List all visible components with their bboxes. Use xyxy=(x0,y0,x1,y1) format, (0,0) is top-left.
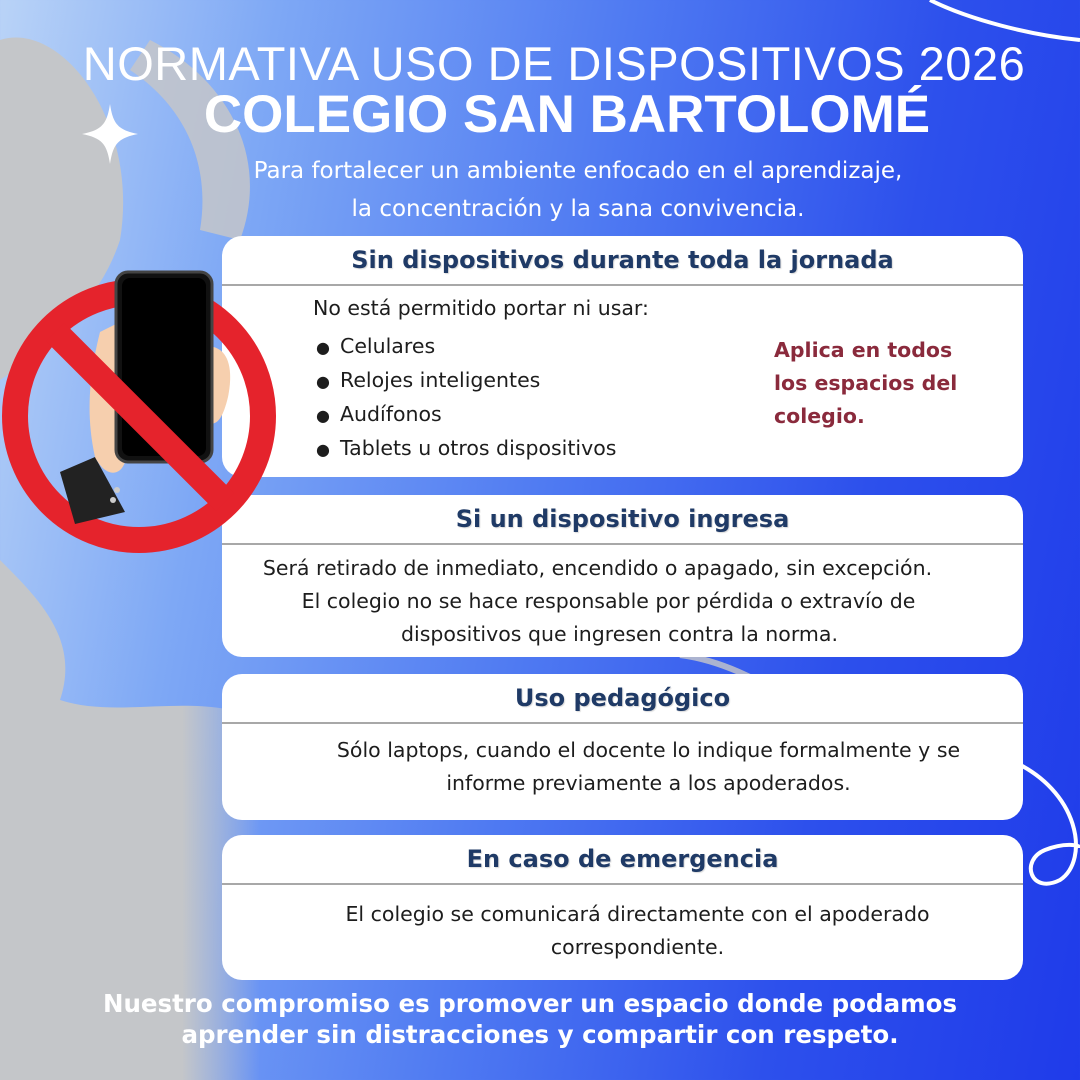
card-title: Si un dispositivo ingresa xyxy=(222,495,1023,545)
device-list xyxy=(316,330,616,466)
list-item: ● Tablets u otros dispositivos xyxy=(316,436,617,460)
card-no-devices xyxy=(222,236,1023,477)
card-body: El colegio se comunicará directamente con el apoderado correspondiente. xyxy=(345,902,930,959)
card-title: Uso pedagógico xyxy=(222,674,1023,724)
footer-commitment: Nuestro compromiso es promover un espacio donde podamos aprender sin distracciones y compartir con respeto. xyxy=(102,989,958,1049)
card-pedagogical-use xyxy=(222,674,1023,820)
card-body: Será retirado de inmediato, encendido o apagado, sin excepción. El colegio no se hace responsable por pérdida o extravío de dispositivos que ingresen contra la norma. xyxy=(262,556,933,646)
card-title: Sin dispositivos durante toda la jornada xyxy=(222,236,1023,286)
scope-note: Aplica en todos los espacios del colegio. xyxy=(774,338,958,428)
card-intro: No está permitido portar ni usar: xyxy=(313,296,649,320)
card-body: Sólo laptops, cuando el docente lo indique formalmente y se informe previamente a los apoderados. xyxy=(336,738,961,795)
card-title: En caso de emergencia xyxy=(222,835,1023,885)
page-title: NORMATIVA USO DE DISPOSITIVOS 2026 xyxy=(82,37,1026,90)
card-device-enters xyxy=(222,495,1023,657)
subtitle-line: la concentración y la sana convivencia. xyxy=(351,196,805,222)
list-item: ● Audífonos xyxy=(316,402,442,426)
page-subtitle xyxy=(0,152,1080,228)
list-item: ● Relojes inteligentes xyxy=(316,368,541,392)
subtitle-line: Para fortalecer un ambiente enfocado en el aprendizaje, xyxy=(253,158,903,184)
list-item: ● Celulares xyxy=(316,334,436,358)
card-emergency xyxy=(222,835,1023,980)
school-name: COLEGIO SAN BARTOLOMÉ xyxy=(203,85,931,144)
no-phone-icon xyxy=(0,262,290,562)
